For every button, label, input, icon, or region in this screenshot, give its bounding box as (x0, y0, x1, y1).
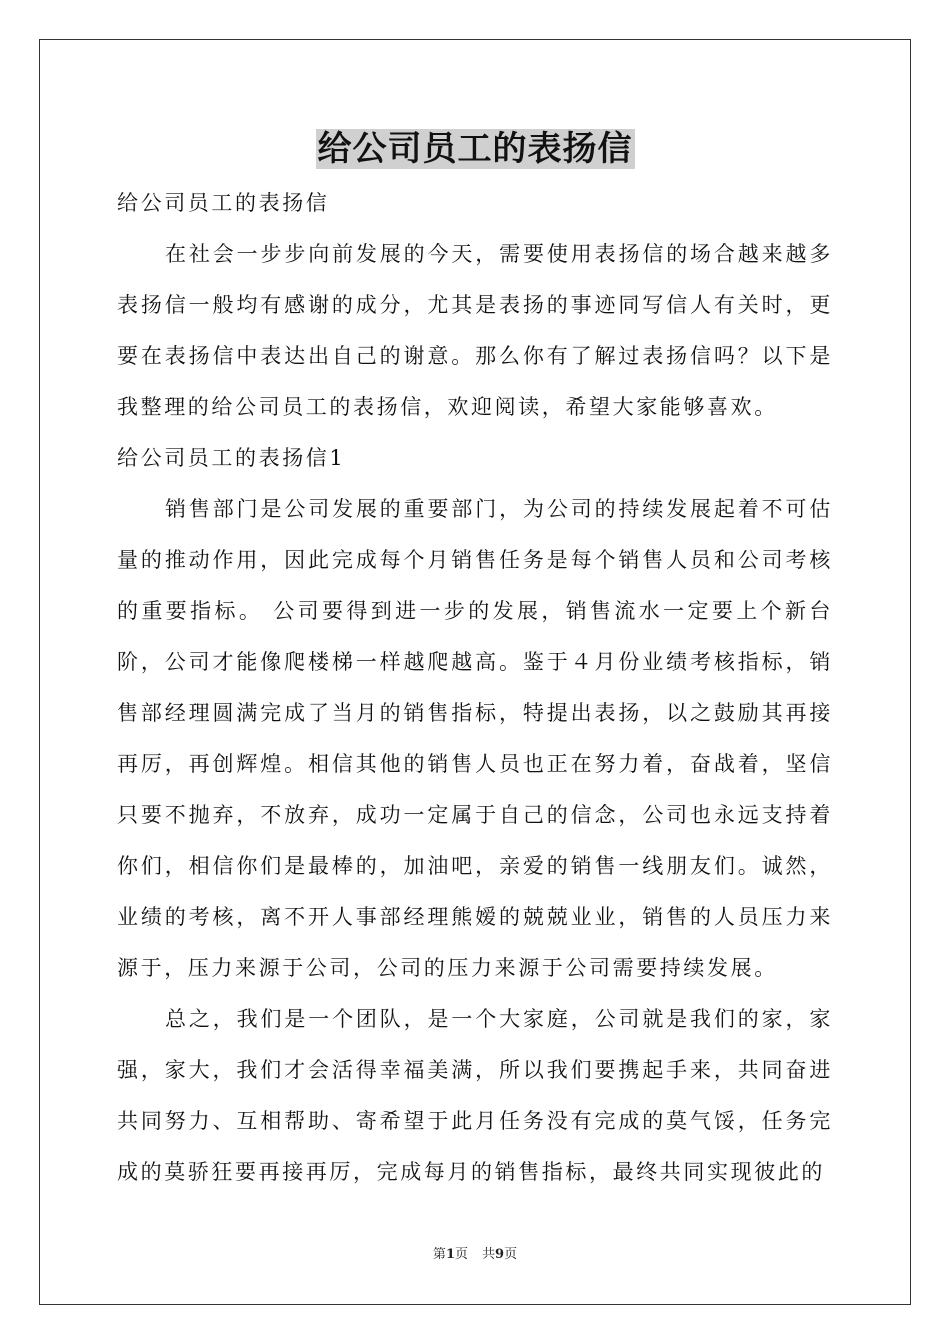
total-prefix: 共 (482, 1247, 496, 1262)
page-prefix: 第 (432, 1247, 446, 1262)
body-paragraph-1: 销售部门是公司发展的重要部门，为公司的持续发展起着不可估量的推动作用，因此完成每个月销售任务是每个销售人员和公司考核的重要指标。 公司要得到进一步的发展，销售流水一定要上个新台阶，公司才能像爬楼梯一样越爬越高。鉴于４月份业绩考核指标，销售部经理圆满完成了当月的销售指标，特提出表扬，以之鼓励其再接再厉，再创辉煌。相信其他的销售人员也正在努力着，奋战着，坚信只要不抛弃，不放弃，成功一定属于自己的信念，公司也永远支持着你们，相信你们是最棒的，加油吧，亲爱的销售一线朋友们。诚然，业绩的考核，离不开人事部经理熊嫒的兢兢业业，销售的人员压力来源于，压力来源于公司，公司的压力来源于公司需要持续发展。 (117, 497, 833, 980)
page-total: 9 (495, 1247, 505, 1262)
total-suffix: 页 (504, 1247, 518, 1262)
page-suffix: 页 (454, 1247, 468, 1262)
document-title (0, 127, 950, 171)
page-footer (0, 1246, 950, 1264)
body-paragraph-2: 总之，我们是一个团队，是一个大家庭，公司就是我们的家，家强，家大，我们才会活得幸福美满，所以我们要携起手来，共同奋进共同努力、互相帮助、寄希望于此月任务没有完成的莫气馁，任务完成的莫骄狂要再接再厉，完成每月的销售指标，最终共同实现彼此的 (117, 1007, 833, 1184)
page-number: 1 (445, 1247, 455, 1262)
document-title-text: 给公司员工的表扬信 (317, 129, 633, 169)
document-subtitle: 给公司员工的表扬信 (117, 191, 330, 215)
intro-paragraph: 在社会一步步向前发展的今天，需要使用表扬信的场合越来越多表扬信一般均有感谢的成分，尤其是表扬的事迹同写信人有关时，更要在表扬信中表达出自己的谢意。那么你有了解过表扬信吗？以下是我整理的给公司员工的表扬信，欢迎阅读，希望大家能够喜欢。 (117, 242, 833, 419)
document-body (117, 178, 833, 1198)
section-heading: 给公司员工的表扬信1 (117, 446, 346, 470)
